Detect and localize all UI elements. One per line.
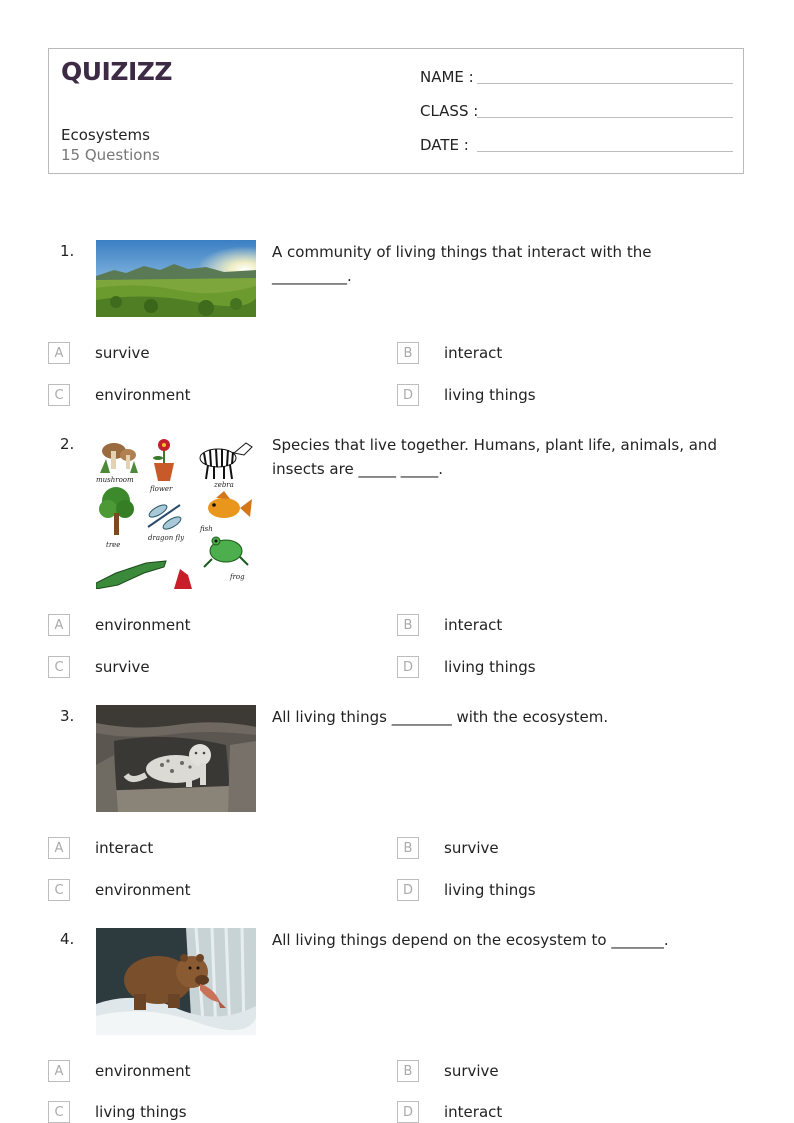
option-letter: C xyxy=(48,384,70,406)
option-text: interact xyxy=(444,616,503,634)
option-text: interact xyxy=(95,839,154,857)
option-text: living things xyxy=(444,658,536,676)
option-text: survive xyxy=(95,658,150,676)
date-line[interactable] xyxy=(477,135,733,152)
collage-label: fish xyxy=(200,525,213,533)
date-field xyxy=(420,135,733,154)
question-text: A community of living things that interact with the __________. xyxy=(272,243,652,285)
collage-label: flower xyxy=(150,485,173,493)
option-d[interactable] xyxy=(397,879,536,901)
collage-label: frog xyxy=(230,573,245,581)
name-line[interactable] xyxy=(477,67,733,84)
bear-fishing-image xyxy=(96,928,256,1035)
collage-label: mushroom xyxy=(96,476,134,484)
option-c[interactable] xyxy=(48,879,191,901)
option-text: survive xyxy=(444,839,499,857)
quiz-title: Ecosystems xyxy=(61,126,150,144)
option-letter: C xyxy=(48,879,70,901)
option-c[interactable] xyxy=(48,1101,187,1123)
living-things-collage-image xyxy=(96,433,256,589)
option-letter: D xyxy=(397,1101,419,1123)
option-letter: D xyxy=(397,656,419,678)
option-letter: C xyxy=(48,656,70,678)
question-text: All living things depend on the ecosystem to _______. xyxy=(272,931,669,949)
collage-label: dragon fly xyxy=(148,534,185,542)
class-field xyxy=(420,101,733,120)
option-letter: D xyxy=(397,879,419,901)
option-letter: B xyxy=(397,1060,419,1082)
question-number: 4. xyxy=(60,930,75,948)
option-a[interactable] xyxy=(48,342,150,364)
option-d[interactable] xyxy=(397,1101,502,1123)
option-a[interactable] xyxy=(48,1060,191,1082)
class-label: CLASS : xyxy=(420,102,479,120)
option-letter: C xyxy=(48,1101,70,1123)
option-letter: A xyxy=(48,342,70,364)
question-number: 3. xyxy=(60,707,75,725)
option-text: living things xyxy=(95,1103,187,1121)
question-count: 15 Questions xyxy=(61,146,160,164)
option-a[interactable] xyxy=(48,614,191,636)
option-c[interactable] xyxy=(48,384,191,406)
option-letter: B xyxy=(397,614,419,636)
option-text: interact xyxy=(444,344,503,362)
option-d[interactable] xyxy=(397,656,536,678)
class-line[interactable] xyxy=(477,101,733,118)
option-text: environment xyxy=(95,616,191,634)
collage-label: tree xyxy=(106,541,121,549)
option-letter: A xyxy=(48,1060,70,1082)
option-text: living things xyxy=(444,386,536,404)
option-b[interactable] xyxy=(397,614,502,636)
option-letter: B xyxy=(397,342,419,364)
snow-leopard-image xyxy=(96,705,256,812)
quizizz-logo: QUIZIZZ xyxy=(61,57,173,86)
question-text: Species that live together. Humans, plant life, animals, and insects are _____ _____. xyxy=(272,436,717,478)
question-text: All living things ________ with the ecosystem. xyxy=(272,708,609,726)
collage-label: zebra xyxy=(214,481,234,489)
name-field xyxy=(420,67,733,86)
option-text: living things xyxy=(444,881,536,899)
option-letter: B xyxy=(397,837,419,859)
option-text: survive xyxy=(444,1062,499,1080)
option-a[interactable] xyxy=(48,837,153,859)
worksheet-header xyxy=(48,48,744,174)
option-text: survive xyxy=(95,344,150,362)
option-c[interactable] xyxy=(48,656,150,678)
question-number: 2. xyxy=(60,435,75,453)
option-d[interactable] xyxy=(397,384,536,406)
option-text: environment xyxy=(95,881,191,899)
question-number: 1. xyxy=(60,242,75,260)
option-text: environment xyxy=(95,1062,191,1080)
landscape-image xyxy=(96,240,256,317)
option-b[interactable] xyxy=(397,342,502,364)
option-b[interactable] xyxy=(397,1060,499,1082)
option-b[interactable] xyxy=(397,837,499,859)
option-text: environment xyxy=(95,386,191,404)
date-label: DATE : xyxy=(420,136,469,154)
option-text: interact xyxy=(444,1103,503,1121)
option-letter: D xyxy=(397,384,419,406)
option-letter: A xyxy=(48,614,70,636)
option-letter: A xyxy=(48,837,70,859)
name-label: NAME : xyxy=(420,68,474,86)
